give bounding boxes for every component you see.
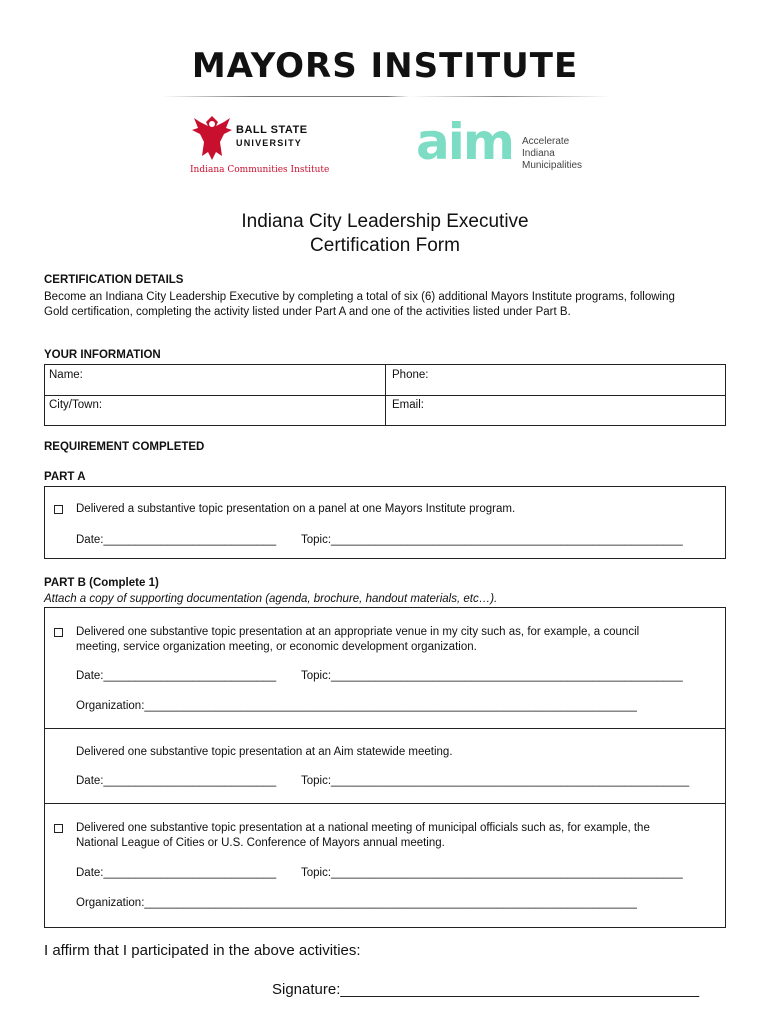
certification-heading: CERTIFICATION DETAILS <box>44 274 184 286</box>
bsu-name-line1: BALL STATE <box>236 124 308 136</box>
part-b-item2-topic-field[interactable]: Topic:________________________________________________________ <box>301 775 690 787</box>
part-a-topic-field[interactable]: Topic:_______________________________________________________ <box>301 534 683 546</box>
email-field[interactable]: Email: <box>392 399 424 411</box>
city-field[interactable]: City/Town: <box>49 399 103 411</box>
part-b-item3-checkbox[interactable] <box>54 824 63 833</box>
cardinal-logo-icon <box>190 112 234 162</box>
part-b-item2-text: Delivered one substantive topic presentation at an Aim statewide meeting. <box>76 746 453 758</box>
part-a-date-field[interactable]: Date:___________________________ <box>76 534 277 546</box>
part-b-box <box>44 607 726 928</box>
part-b-divider-2 <box>45 803 725 804</box>
part-b-item3-topic-field[interactable]: Topic:_______________________________________________________ <box>301 867 683 879</box>
part-b-item1-text: Delivered one substantive topic presentation at an appropriate venue in my city such as, for example, a council meeting, service organization meeting, or economic development organization. <box>76 626 640 653</box>
institute-title: MAYORS INSTITUTE <box>191 46 579 86</box>
bsu-institute-name: Indiana Communities Institute <box>190 165 330 175</box>
affirmation-text: I affirm that I participated in the above activities: <box>44 942 361 959</box>
form-title: Indiana City Leadership Executive Certification Form <box>241 211 529 256</box>
part-a-heading: PART A <box>44 471 86 483</box>
part-b-item1-org-field[interactable]: Organization:_____________________________________________________________________________ <box>76 700 637 712</box>
aim-tagline: Accelerate Indiana Municipalities <box>522 136 583 171</box>
your-info-table <box>44 364 726 426</box>
certification-text: Become an Indiana City Leadership Executive by completing a total of six (6) additional Mayors Institute programs, following Gold certification, completing the activity listed under Part A and one of the activities listed under Part B. <box>44 291 675 318</box>
part-b-note: Attach a copy of supporting documentation (agenda, brochure, handout materials, etc…). <box>44 593 498 605</box>
part-b-item1-checkbox[interactable] <box>54 628 63 637</box>
part-b-item1-topic-field[interactable]: Topic:_______________________________________________________ <box>301 670 683 682</box>
part-b-item2-date-field[interactable]: Date:___________________________ <box>76 775 277 787</box>
part-b-item3-date-field[interactable]: Date:___________________________ <box>76 867 277 879</box>
part-b-item3-text: Delivered one substantive topic presentation at a national meeting of municipal officials such as, for example, the National League of Cities or U.S. Conference of Mayors annual meeting. <box>76 822 650 849</box>
your-info-heading: YOUR INFORMATION <box>44 349 161 361</box>
part-a-item: Delivered a substantive topic presentation on a panel at one Mayors Institute program. <box>76 503 516 515</box>
phone-field[interactable]: Phone: <box>392 369 429 381</box>
requirement-heading: REQUIREMENT COMPLETED <box>44 441 205 453</box>
part-b-heading: PART B (Complete 1) <box>44 577 159 589</box>
aim-logo: aim <box>416 113 513 171</box>
part-b-item1-date-field[interactable]: Date:___________________________ <box>76 670 277 682</box>
bsu-name-line2: UNIVERSITY <box>236 138 303 148</box>
signature-field[interactable]: Signature:___________________________________________ <box>272 981 700 998</box>
column-divider <box>385 365 386 425</box>
header-divider <box>162 96 612 97</box>
part-a-checkbox[interactable] <box>54 505 63 514</box>
name-field[interactable]: Name: <box>49 369 83 381</box>
part-b-divider-1 <box>45 728 725 729</box>
part-a-box <box>44 486 726 559</box>
part-b-item3-org-field[interactable]: Organization:_____________________________________________________________________________ <box>76 897 637 909</box>
